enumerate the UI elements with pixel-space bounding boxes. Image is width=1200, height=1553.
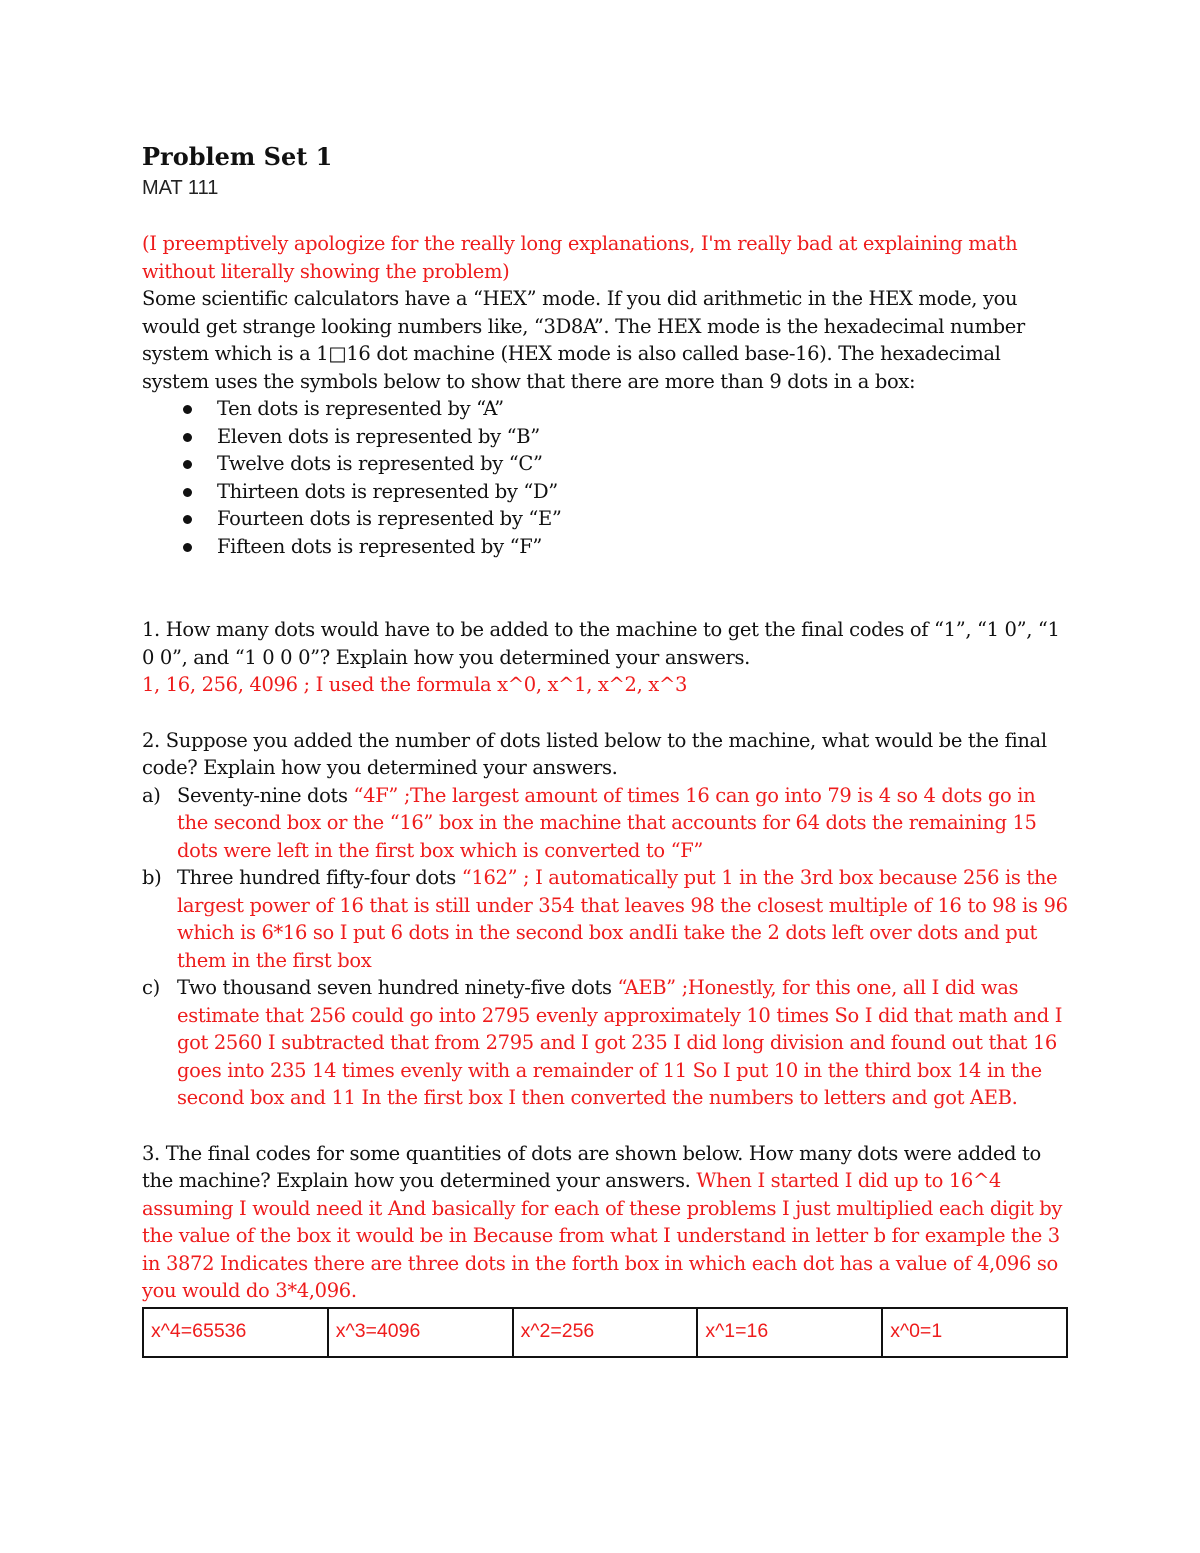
question-1-answer: 1, 16, 256, 4096 ; I used the formula x^0, x^1, x^2, x^3 [142,673,687,696]
part-label: b) [142,866,162,889]
part-label: c) [142,976,160,999]
question-3 [142,1140,1072,1358]
table-cell: x^1=16 [697,1308,882,1357]
list-item: Twelve dots is represented by “C” [180,450,1072,478]
spacer [142,560,1072,588]
question-2 [142,727,1072,1112]
part-prompt: Three hundred fifty-four dots [177,866,462,889]
table-cell: x^2=256 [513,1308,698,1357]
list-item: Thirteen dots is represented by “D” [180,478,1072,506]
page-title: Problem Set 1 [142,142,333,171]
table-cell: x^4=65536 [143,1308,328,1357]
spacer [142,202,1072,230]
list-item: Fifteen dots is represented by “F” [180,533,1072,561]
table-cell: x^0=1 [882,1308,1067,1357]
part-answer: “162” ; I automatically put 1 in the 3rd box because 256 is the largest power of 16 that is still under 354 that leaves 98 the closest multiple of 16 to 98 is 96 which is 6*16 so I put 6 dots in the second box andIi take the 2 dots left over dots and put them in the first box [177,866,1068,972]
question-2-part-a [142,782,1072,865]
list-item: Fourteen dots is represented by “E” [180,505,1072,533]
question-3-text: 3. The final codes for some quantities of dots are shown below. How many dots were added to the machine? Explain how you determined your answers. [142,1141,1041,1192]
course-code: MAT 111 [142,177,219,199]
question-2-parts [142,782,1072,1112]
part-answer: “4F” ;The largest amount of times 16 can go into 79 is 4 so 4 dots go in the second box or the “16” box in the machine that accounts for 64 dots the remaining 15 dots were left in the first box which is converted to “F” [177,783,1037,862]
part-answer: “AEB” ;Honestly, for this one, all I did was estimate that 256 could go into 2795 evenly approximately 10 times So I did that math and I got 2560 I subtracted that from 2795 and I got 235 I did long division and found out that 16 goes into 235 14 times evenly with a remainder of 11 So I put 10 in the third box 14 in the second box and 11 In the first box I then converted the numbers to letters and got AEB. [177,976,1063,1109]
part-prompt: Two thousand seven hundred ninety-five dots [177,976,618,999]
table-row [143,1308,1067,1357]
question-2-part-c [142,974,1072,1112]
list-item: Eleven dots is represented by “B” [180,423,1072,451]
question-3-answer: When I started I did up to 16^4 assuming I would need it And basically for each of these problems I just multiplied each digit by the value of the box it would be in Because from what I understand in letter b for example the 3 in 3872 Indicates there are three dots in the forth box in which each dot has a value of 4,096 so you would do 3*4,096. [142,1169,1063,1302]
question-2-part-b [142,864,1072,974]
powers-table [142,1307,1068,1358]
spacer [142,588,1072,616]
intro-paragraph: Some scientific calculators have a “HEX” mode. If you did arithmetic in the HEX mode, you would get strange looking numbers like, “3D8A”. The HEX mode is the hexadecimal number system which is a 1□16 dot machine (HEX mode is also called base-16). The hexadecimal system uses the symbols below to show that there are more than 9 dots in a box: [142,287,1025,393]
table-cell: x^3=4096 [328,1308,513,1357]
spacer [142,699,1072,727]
list-item: Ten dots is represented by “A” [180,395,1072,423]
question-2-text: 2. Suppose you added the number of dots listed below to the machine, what would be the final code? Explain how you determined your answers. [142,728,1047,779]
document-page [142,140,1072,1358]
apology-note: (I preemptively apologize for the really long explanations, I'm really bad at explaining math without literally showing the problem) [142,232,1018,283]
question-1 [142,616,1072,699]
part-label: a) [142,783,161,807]
question-1-text: 1. How many dots would have to be added to the machine to get the final codes of “1”, “1 0”, “1 0 0”, and “1 0 0 0”? Explain how you determined your answers. [142,618,1060,669]
part-prompt: Seventy-nine dots [177,783,354,807]
spacer [142,1112,1072,1140]
hex-symbol-list [142,395,1072,560]
